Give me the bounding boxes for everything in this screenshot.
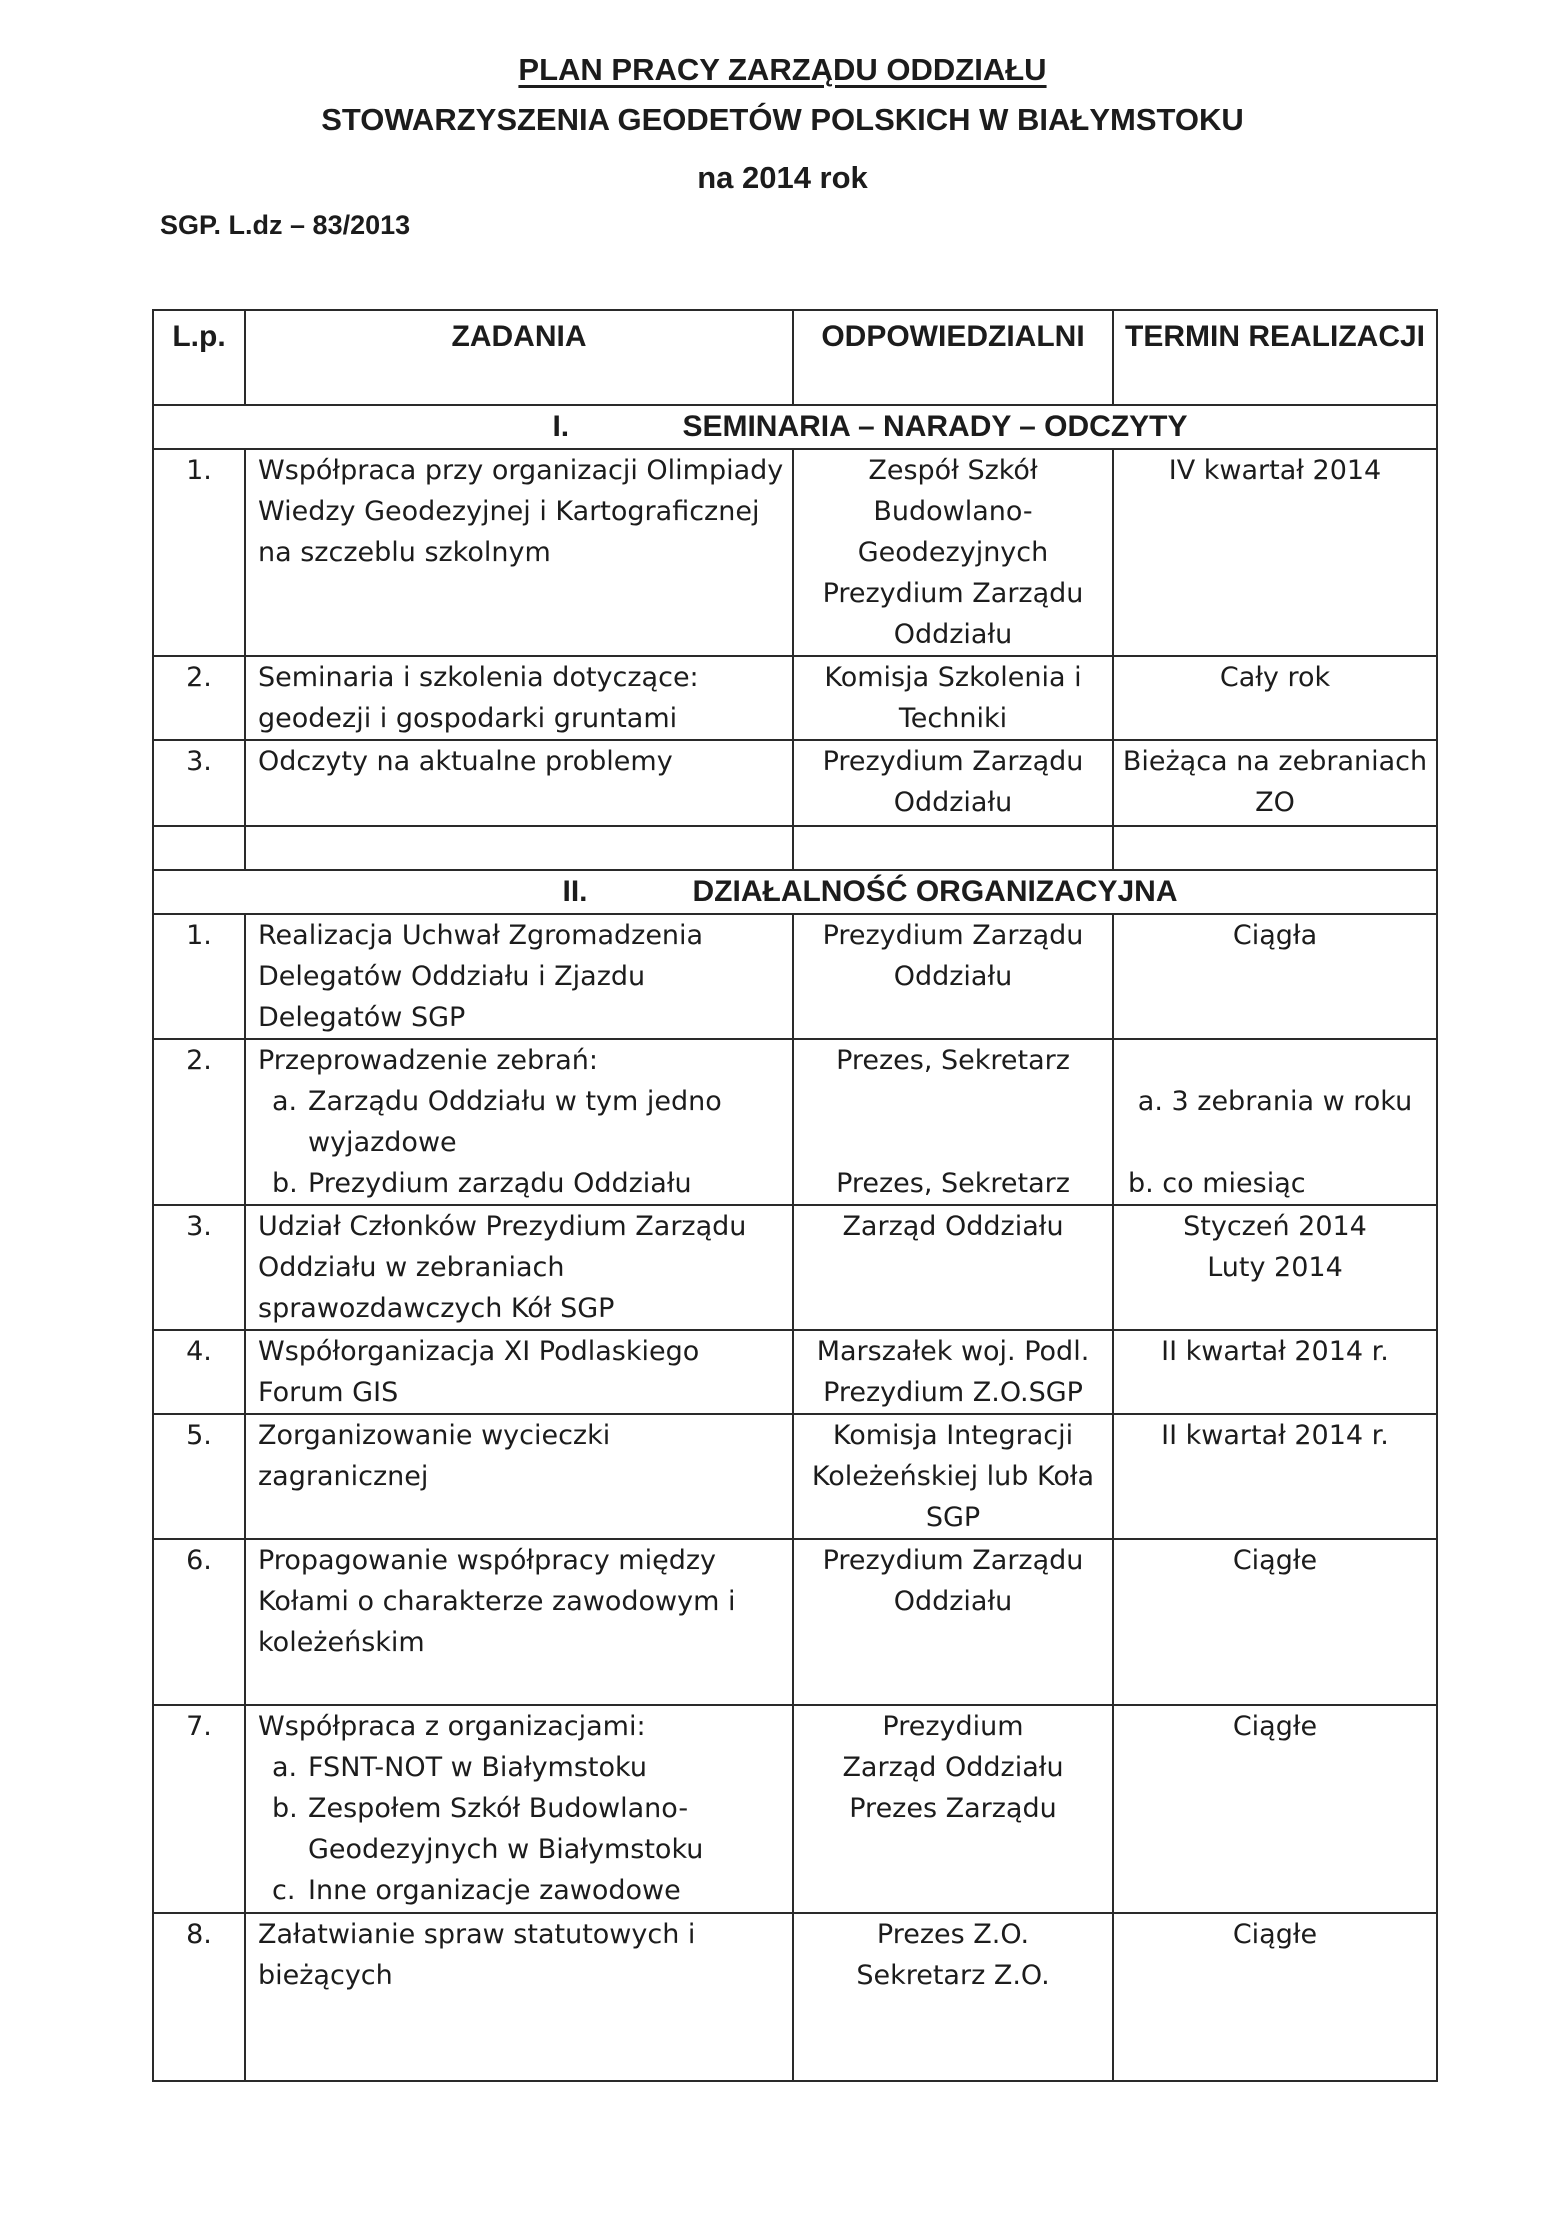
deadline-cell: Ciągła xyxy=(1113,914,1437,1039)
reference-number: SGP. L.dz – 83/2013 xyxy=(160,210,411,240)
responsible-line: Prezes, Sekretarz xyxy=(836,1168,1070,1199)
row-number: 1. xyxy=(153,914,245,1039)
empty-cell xyxy=(793,826,1113,870)
row-number: 1. xyxy=(153,449,245,656)
column-header-lp: L.p. xyxy=(153,310,245,405)
deadline-cell: Ciągłe xyxy=(1113,1705,1437,1913)
spacer xyxy=(794,1122,1112,1163)
spacer xyxy=(1114,1040,1436,1081)
table-row xyxy=(153,1205,1437,1330)
deadline-cell: Bieżąca na zebraniach ZO xyxy=(1113,740,1437,826)
row-number: 5. xyxy=(153,1414,245,1539)
subitem-text: Prezydium zarządu Oddziału xyxy=(308,1168,692,1199)
responsible-cell xyxy=(793,449,1113,656)
responsible-cell xyxy=(793,1039,1113,1205)
task-cell: Współpraca przy organizacji Olimpiady Wiedzy Geodezyjnej i Kartograficznej na szczeblu szkolnym xyxy=(245,449,793,656)
subitem-letter: a. xyxy=(272,1752,298,1783)
deadline-cell: II kwartał 2014 r. xyxy=(1113,1414,1437,1539)
deadline-cell: Cały rok xyxy=(1113,656,1437,740)
responsible-cell: Prezydium Zarządu Oddziału xyxy=(793,1539,1113,1705)
responsible-cell: Zarząd Oddziału xyxy=(793,1205,1113,1330)
task-cell: Załatwianie spraw statutowych i bieżących xyxy=(245,1913,793,2081)
list-item xyxy=(258,1163,784,1204)
empty-cell xyxy=(1113,826,1437,870)
deadline-line: a. 3 zebrania w roku xyxy=(1137,1086,1413,1117)
deadline-cell: Ciągłe xyxy=(1113,1539,1437,1705)
responsible-cell: Komisja Integracji Koleżeńskiej lub Koła SGP xyxy=(793,1414,1113,1539)
row-number: 7. xyxy=(153,1705,245,1913)
subitem-letter: c. xyxy=(272,1875,296,1906)
deadline-cell: IV kwartał 2014 xyxy=(1113,449,1437,656)
deadline-cell xyxy=(1113,1205,1437,1330)
task-intro: Przeprowadzenie zebrań: xyxy=(258,1045,598,1076)
column-header-tasks: ZADANIA xyxy=(245,310,793,405)
responsible-line: Prezes, Sekretarz xyxy=(836,1045,1070,1076)
list-item xyxy=(258,1788,784,1870)
row-number: 4. xyxy=(153,1330,245,1414)
row-number: 3. xyxy=(153,740,245,826)
task-cell xyxy=(245,1705,793,1913)
responsible-cell: Komisja Szkolenia i Techniki xyxy=(793,656,1113,740)
deadline-line: Styczeń 2014 xyxy=(1183,1211,1367,1242)
document-subtitle: STOWARZYSZENIA GEODETÓW POLSKICH W BIAŁYMSTOKU xyxy=(321,102,1244,137)
row-number: 6. xyxy=(153,1539,245,1705)
responsible-line: Prezydium xyxy=(882,1711,1024,1742)
table-row xyxy=(153,656,1437,740)
section-number: II. xyxy=(562,875,588,908)
table-row xyxy=(153,1705,1437,1913)
responsible-line: Prezes Z.O. xyxy=(876,1919,1030,1950)
responsible-line: Zarząd Oddziału xyxy=(842,1752,1064,1783)
table-row xyxy=(153,1913,1437,2081)
task-cell: Seminaria i szkolenia dotyczące: geodezji i gospodarki gruntami xyxy=(245,656,793,740)
document-title: PLAN PRACY ZARZĄDU ODDZIAŁU xyxy=(518,52,1047,87)
list-item xyxy=(258,1081,784,1163)
table-row xyxy=(153,1330,1437,1414)
task-cell: Udział Członków Prezydium Zarządu Oddziału w zebraniach sprawozdawczych Kół SGP xyxy=(245,1205,793,1330)
task-cell: Zorganizowanie wycieczki zagranicznej xyxy=(245,1414,793,1539)
subitem-list xyxy=(258,1747,784,1911)
empty-cell xyxy=(245,826,793,870)
responsible-line: Zespół Szkół Budowlano- Geodezyjnych xyxy=(857,455,1049,568)
responsible-cell: Prezydium Zarządu Oddziału xyxy=(793,914,1113,1039)
responsible-line: Prezydium Z.O.SGP xyxy=(823,1377,1083,1408)
section-title xyxy=(153,405,1437,449)
column-header-deadline: TERMIN REALIZACJI xyxy=(1113,310,1437,405)
row-number: 3. xyxy=(153,1205,245,1330)
responsible-cell xyxy=(793,1705,1113,1913)
spacer xyxy=(1114,1122,1436,1163)
empty-cell xyxy=(153,826,245,870)
responsible-line: Prezydium Zarządu Oddziału xyxy=(822,578,1084,650)
table-row xyxy=(153,1539,1437,1705)
responsible-line: Prezes Zarządu xyxy=(849,1793,1057,1824)
section-label: SEMINARIA – NARADY – ODCZYTY xyxy=(682,410,1188,443)
column-header-responsible: ODPOWIEDZIALNI xyxy=(793,310,1113,405)
table-row xyxy=(153,449,1437,656)
document-year: na 2014 rok xyxy=(697,160,868,195)
section-row xyxy=(153,405,1437,449)
list-item xyxy=(258,1870,784,1911)
row-number: 2. xyxy=(153,1039,245,1205)
responsible-cell: Prezydium Zarządu Oddziału xyxy=(793,740,1113,826)
row-number: 8. xyxy=(153,1913,245,2081)
subitem-list xyxy=(258,1081,784,1204)
subitem-text: Zespołem Szkół Budowlano- Geodezyjnych w Białymstoku xyxy=(308,1793,704,1865)
section-number: I. xyxy=(552,410,570,443)
subitem-letter: b. xyxy=(272,1168,298,1199)
subitem-text: Inne organizacje zawodowe xyxy=(308,1875,681,1906)
deadline-line: b. co miesiąc xyxy=(1128,1168,1306,1199)
subitem-letter: a. xyxy=(272,1086,298,1117)
section-row xyxy=(153,870,1437,914)
table-row xyxy=(153,1414,1437,1539)
work-plan-table xyxy=(152,309,1438,2082)
row-number: 2. xyxy=(153,656,245,740)
task-cell xyxy=(245,1039,793,1205)
deadline-cell xyxy=(1113,1039,1437,1205)
responsible-cell xyxy=(793,1330,1113,1414)
responsible-line: Marszałek woj. Podl. xyxy=(816,1336,1090,1367)
list-item xyxy=(258,1747,784,1788)
empty-row xyxy=(153,826,1437,870)
table-row xyxy=(153,914,1437,1039)
task-cell: Odczyty na aktualne problemy xyxy=(245,740,793,826)
subitem-text: FSNT-NOT w Białymstoku xyxy=(308,1752,647,1783)
section-label: DZIAŁALNOŚĆ ORGANIZACYJNA xyxy=(692,875,1178,908)
responsible-cell xyxy=(793,1913,1113,2081)
subitem-text: Zarządu Oddziału w tym jedno wyjazdowe xyxy=(308,1086,722,1158)
deadline-cell: II kwartał 2014 r. xyxy=(1113,1330,1437,1414)
table-row xyxy=(153,740,1437,826)
table-row xyxy=(153,1039,1437,1205)
task-cell: Propagowanie współpracy między Kołami o charakterze zawodowym i koleżeńskim xyxy=(245,1539,793,1705)
responsible-line: Sekretarz Z.O. xyxy=(856,1960,1050,1991)
subitem-letter: b. xyxy=(272,1793,298,1824)
deadline-line: Luty 2014 xyxy=(1207,1252,1343,1283)
section-title xyxy=(153,870,1437,914)
spacer xyxy=(794,1081,1112,1122)
deadline-cell: Ciągłe xyxy=(1113,1913,1437,2081)
task-intro: Współpraca z organizacjami: xyxy=(258,1711,646,1742)
task-cell: Współorganizacja XI Podlaskiego Forum GIS xyxy=(245,1330,793,1414)
task-cell: Realizacja Uchwał Zgromadzenia Delegatów Oddziału i Zjazdu Delegatów SGP xyxy=(245,914,793,1039)
table-header-row xyxy=(153,310,1437,405)
